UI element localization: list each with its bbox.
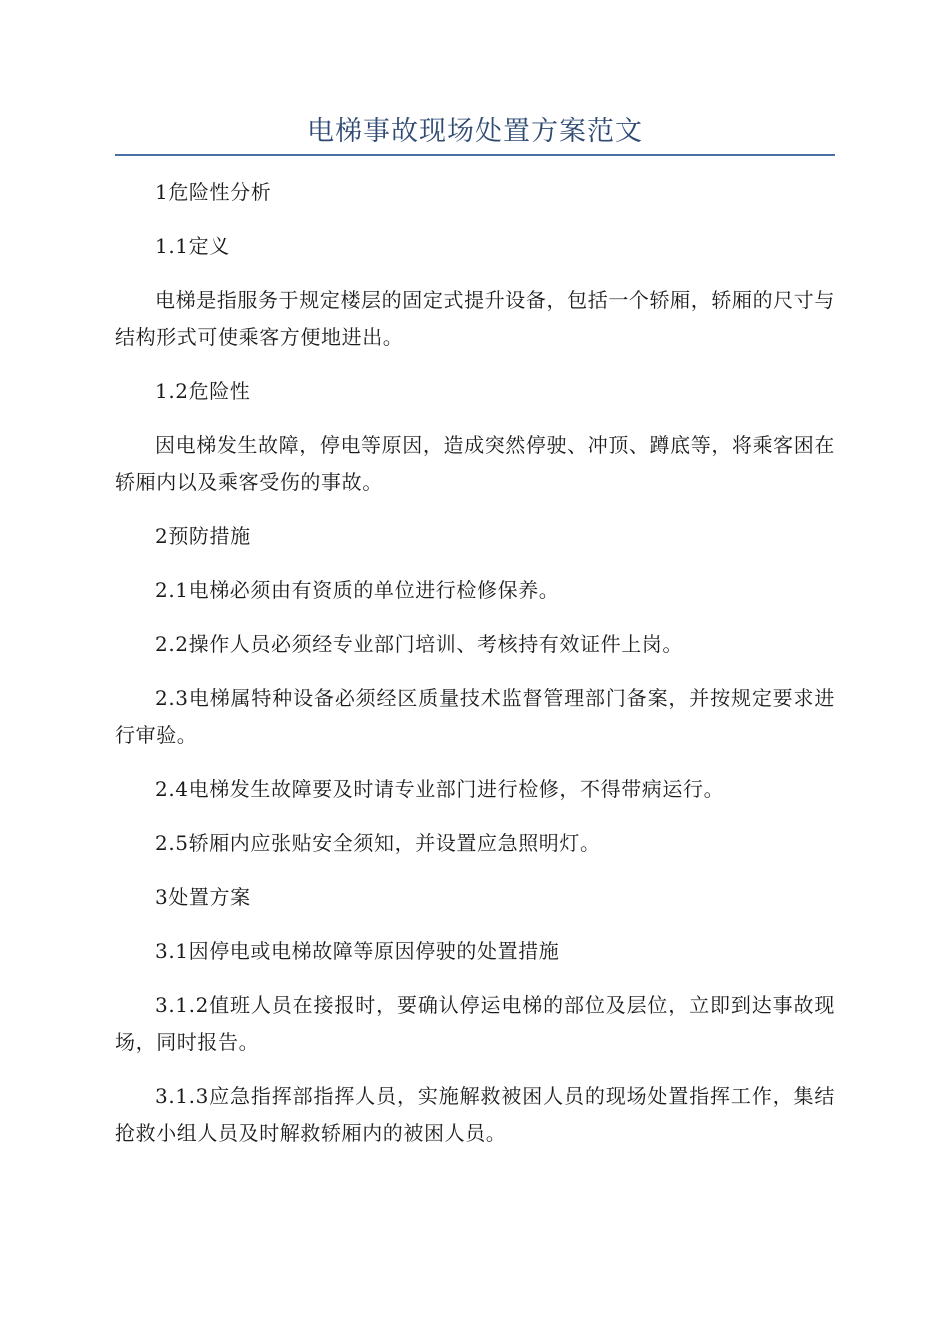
document-body bbox=[115, 174, 835, 1169]
section-heading-1: 1危险性分析 bbox=[155, 180, 272, 204]
subsection-heading-1-2: 1.2危险性 bbox=[155, 379, 251, 403]
paragraph-3-1-3: 3.1.3应急指挥部指挥人员，实施解救被困人员的现场处置指挥工作，集结抢救小组人员及时解救轿厢内的被困人员。 bbox=[115, 1084, 835, 1145]
paragraph-2-1: 2.1电梯必须由有资质的单位进行检修保养。 bbox=[155, 578, 560, 602]
subsection-heading-3-1: 3.1因停电或电梯故障等原因停驶的处置措施 bbox=[155, 939, 560, 963]
document-title: 电梯事故现场处置方案范文 bbox=[307, 116, 643, 147]
paragraph-2-5: 2.5轿厢内应张贴安全须知，并设置应急照明灯。 bbox=[155, 831, 601, 855]
paragraph-definition: 电梯是指服务于规定楼层的固定式提升设备，包括一个轿厢，轿厢的尺寸与结构形式可使乘客方便地进出。 bbox=[115, 288, 835, 349]
subsection-heading-1-1: 1.1定义 bbox=[155, 234, 230, 258]
paragraph-3-1-2: 3.1.2值班人员在接报时，要确认停运电梯的部位及层位，立即到达事故现场，同时报告。 bbox=[115, 993, 835, 1054]
title-underline bbox=[115, 154, 835, 156]
paragraph-2-3: 2.3电梯属特种设备必须经区质量技术监督管理部门备案，并按规定要求进行审验。 bbox=[115, 686, 835, 747]
section-heading-3: 3处置方案 bbox=[155, 885, 251, 909]
paragraph-2-4: 2.4电梯发生故障要及时请专业部门进行检修，不得带病运行。 bbox=[155, 777, 725, 801]
paragraph-2-2: 2.2操作人员必须经专业部门培训、考核持有效证件上岗。 bbox=[155, 632, 684, 656]
section-heading-2: 2预防措施 bbox=[155, 524, 251, 548]
paragraph-danger: 因电梯发生故障，停电等原因，造成突然停驶、冲顶、蹲底等，将乘客困在轿厢内以及乘客受伤的事故。 bbox=[115, 433, 835, 494]
